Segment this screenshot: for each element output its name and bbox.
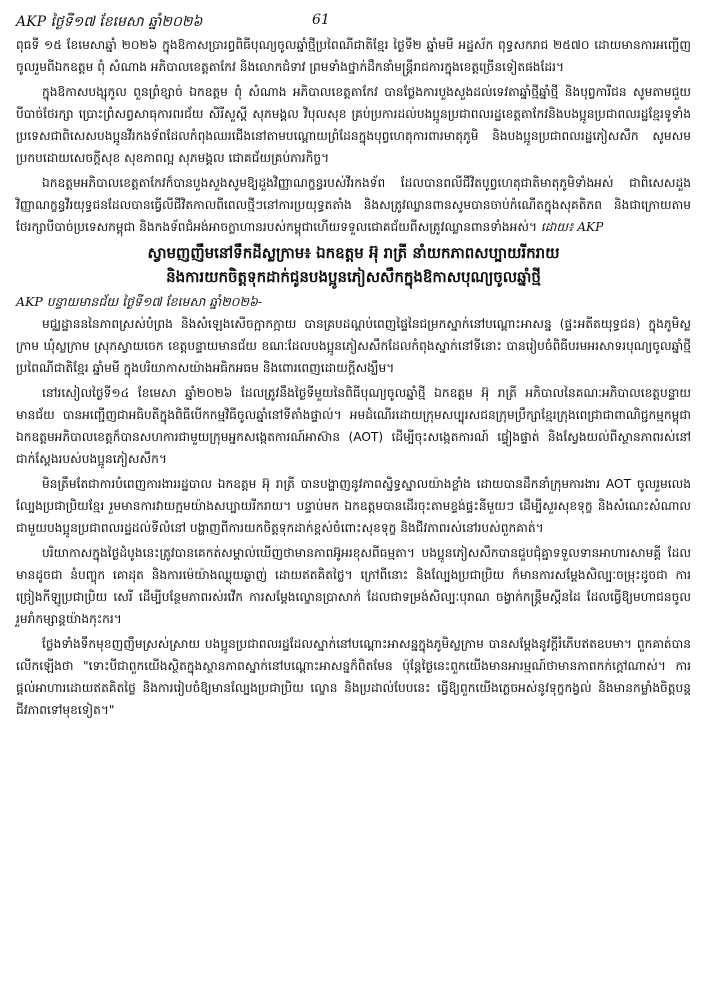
article-2-paragraph-2: នៅរសៀលថ្ងៃទី១៤ ខែមេសា ឆ្នាំ២០២៦ ដែលត្រូវនឹងថ្ងៃទីមួយនៃពិធីបុណ្យចូលឆ្នាំថ្មី ឯកឧត្តម អ៊ុ រាត្រី អភិបាលនៃគណៈអភិបាលខេត្តបន្ទាយមានជ័យ បានអញ្ជើញជាអធិបតីក្នុងពិធីបើកកម្មវិធីចូលឆ្នាំនៅទីតាំងផ្ទាល់។ អមដំណើរដោយក្រុមសប្បុរសជនក្រុមប្រឹក្សាខ្មែរក្រុងពេជ្រាជាពាណិជ្ជកម្មកម្ពុជា ឯកឧត្តមអភិបាលខេត្តក៏បានសហការជាមួយក្រុមអ្នកសង្កេតការណ៍អាស៊ាន (AOT) ដើម្បីចុះសង្កេតការណ៍ ផ្ទៀងផ្ទាត់ និងស្វែងយល់ពីស្ថានភាពរស់នៅជាក់ស្តែងរបស់បងប្អូនភៀសសឹក។ (16, 386, 691, 466)
article-1 (16, 34, 691, 238)
article-2-dateline: AKP បន្ទាយមានជ័យ ថ្ងៃទី១៧ ខែមេសា ឆ្នាំ២០២៦- (16, 294, 263, 309)
page-header (16, 10, 691, 32)
headline-line-1: ស្វាមញញឹមនៅទឹកដីស្លក្រាម៖ ឯកឧត្តម អ៊ុ រាត្រី នាំយកភាពសប្បាយរីករាយ (147, 244, 560, 262)
running-head: AKP ថ្ងៃទី១៧ ខែមេសា ឆ្នាំ២០២៦ (16, 14, 203, 30)
headline-line-2: និងការយកចិត្តទុកដាក់ជូនបងប្អូនភៀសសឹកក្នុងឱកាសបុណ្យចូលឆ្នាំថ្មី (166, 268, 541, 286)
article-2-paragraph-1: មជ្ឈដ្ឋានននៃភាពស្រស់បំព្រង និងសំឡេងសើចក្អាកក្អាយ បានគ្របដណ្តប់ពេញផ្ទៃនៃជម្រកស្នាក់នៅបណ្តោះអាសន្ន (ផ្ទះអតីតយុទ្ធជន) ក្នុងភូមិស្លក្រាម ឃុំស្លក្រាម ស្រុកស្វាយចេក ខេត្តបន្ទាយមានជ័យ ខណៈដែលបងប្អូនភៀសសឹកដែលកំពុងស្នាក់នៅទីនោះ បានរៀបចំពិធីបរមអរសាទរបុណ្យចូលឆ្នាំថ្មីប្រពៃណីជាតិខ្មែរ ឆ្នាំមមី ក្នុងបរិយាកាសយ៉ាងអធិកអធម និងពោរពេញដោយក្តីសង្ឃឹម។ (16, 317, 691, 375)
article-2-paragraph-3: មិនត្រឹមតែជាការបំពេញការងាររដ្ឋបាល ឯកឧត្តម អ៊ុ រាត្រី បានបង្ហាញនូវភាពស្និទ្ធស្នាលយ៉ាងខ្លាំង ដោយបានដឹកនាំក្រុមការងារ AOT ចូលរួមលេងល្បែងប្រជាប្រិយខ្មែរ រួមមានការវាយក្អមយ៉ាងសប្បាយរីករាយ។ បន្ទាប់មក ឯកឧត្តមបានដើរចុះតាមខ្ទង់ផ្ទះនីមួយៗ ដើម្បីសួរសុខទុក្ខ និងសំណេះសំណាលជាមួយបងប្អូនប្រជាពលរដ្ឋដល់ទីលំនៅ បង្ហាញពីការយកចិត្តទុកដាក់ខ្ពស់ចំពោះសុខទុក្ខ និងជីវភាពរស់នៅរបស់ពួកគាត់។ (16, 477, 691, 535)
article-1-paragraph-3-text: ឯកឧត្តមអភិបាលខេត្តតាកែវក៏បានបួងសួងសូមឱ្យដួងវិញ្ញាណក្ខន្ធរបស់វីរកងទ័ព ដែលបានពលីជីវិតបូព្វហេតុជាតិមាតុភូមិទាំងអស់ ជាពិសេសដួងវិញ្ញាណក្ខន្ធវីរយុទ្ធជនដែលបានធ្វើលីជីវិតកាលពីពេលថ្មីៗនៅការប្រយុទ្ធតតាំង និងសត្រូវឈ្លានពានសូមបានចាប់កំណើតក្នុងសុគតិភព និងជាក្រោយតាមថែរក្សាបីបាច់ប្រទេសកម្ពុជា និងកងទ័ពជំអង់អាចក្លាហានរបស់កម្ពុជាហើយទទួលជោគជ័យពីសត្រូវឈ្លានពានទាំងអស់។ (16, 176, 691, 234)
article-1-paragraph-2: ក្នុងឱកាសបង្សុកូល ពួនព្រំខ្សាច់ ឯកឧត្តម ពុំ សំណាង អភិបាលខេត្តតាកែវ បានថ្លែងការបួងសួងដល់ទេវតាឆ្នាំថ្មីឆ្នាំថ្មី និងបុព្វការីជន សូមតាមជួយបីបាច់ថែរក្សា ប្រោះព្រំសព្វសាធុការពរជ័យ សិរីសួស្តី សុភមង្គល វិបុលសុខ គ្រប់ប្រការដល់បងប្អូនប្រជាពលរដ្ឋខេត្តតាកែវនិងបងប្អូនប្រជាពលរដ្ឋខ្មែរទូទាំងប្រទេសជាពិសេសបងប្អូនវីរកងទ័ពដែលកំពុងឈរជើងនៅតាមបណ្តោយព្រំដែនក្នុងបុព្វហេតុការពារមាតុភូមិ និងបងប្អូនប្រជាពលរដ្ឋភៀសសឹក សូមសមប្រកបដោយសេចក្តីសុខ សុខភាពល្អ សុភមង្គល ជោគជ័យគ្រប់ភារកិច្ច។ (16, 85, 691, 165)
article-2-headline (16, 241, 691, 289)
page-number: 61 (312, 12, 330, 28)
article-1-byline: ដោយ៖ AKP (540, 220, 604, 234)
article-2-paragraph-5: ថ្លែងទាំងទឹកមុខញញឹមស្រស់ស្រាយ បងប្អូនប្រជាពលរដ្ឋដែលស្នាក់នៅបណ្តោះអាសន្នក្នុងភូមិស្លក្រាម បានសម្តែងនូវក្តីរំភើបឥតឧបមា។ ពួកគាត់បានលើកឡើងថា "ទោះបីជាពួកយើងស្ថិតក្នុងស្ថានភាពស្នាក់នៅបណ្តោះអាសន្នក៏ពិតមែន ប៉ុន្តែថ្ងៃនេះពួកយើងមានអារម្មណ៍ថាមានភាពកក់ក្តៅណាស់។ ការផ្តល់អាហារដោយឥតគិតថ្លៃ និងការរៀបចំឱ្យមានល្បែងប្រជាប្រិយ ល្ខោន និងប្រដាល់បែបនេះ ធ្វើឱ្យពួកយើងភ្លេចអស់នូវទុក្ខកង្វល់ និងមានកម្លាំងចិត្តបន្តជីវភាពទៅមុខទៀត។" (16, 637, 691, 717)
page-content (16, 34, 691, 724)
article-1-paragraph-3 (16, 172, 691, 238)
article-2 (16, 241, 691, 721)
article-1-paragraph-1: ពុធទី ១៥ ខែមេសាឆ្នាំ ២០២៦ ក្នុងឱកាសប្រារព្ធពិធីបុណ្យចូលឆ្នាំថ្មីប្រពៃណីជាតិខ្មែរ ថ្ងៃទី២ ឆ្នាំមមី អដ្ឋស័ក ពុទ្ធសករាជ ២៥៧០ ដោយមានការអញ្ជើញចូលរួមពីឯកឧត្តម ពុំ សំណាង អភិបាលខេត្តតាកែវ និងលោកជំទាវ ព្រមទាំងថ្នាក់ដឹកនាំមន្ត្រីរាជការក្នុងខេត្តច្រើនទៀតផងដែរ។ (16, 38, 691, 74)
article-2-paragraph-4: បរិយាកាសក្នុងថ្ងៃដំបូងនេះត្រូវបានគេកត់សម្គាល់ឃើញថាមានភាពអ៊ូអរខុសពីធម្មតា។ បងប្អូនភៀសសឹកបានជួបជុំគ្នាទទួលទានអាហារសាមគ្គី ដែលមានដូចជា នំបញ្ចុក គោដុត និងការម៉េយ៉ាងឈ្ងុយឆ្ងាញ់ ដោយឥតគិតថ្លៃ។ ក្រៅពីនោះ និងល្បែងប្រជាប្រិយ ក៏មានការសម្តែងសិល្បៈចម្រុះដូចជា ការច្រៀងកីឡូប្រជាប្រិយ សេរី ដើម្បីបន្ថែមភាពរស់រវើក ការសម្តែងល្ខោនប្រាសាក់ ដែលជាទម្រង់សិល្បៈបុរាណ ចង្វាក់កន្ត្រឹមស្តីនដៃ ដែលធ្វើឱ្យមហាជនចូលរួមរាំកម្សាន្តយ៉ាងកុះករ។ (16, 546, 691, 626)
